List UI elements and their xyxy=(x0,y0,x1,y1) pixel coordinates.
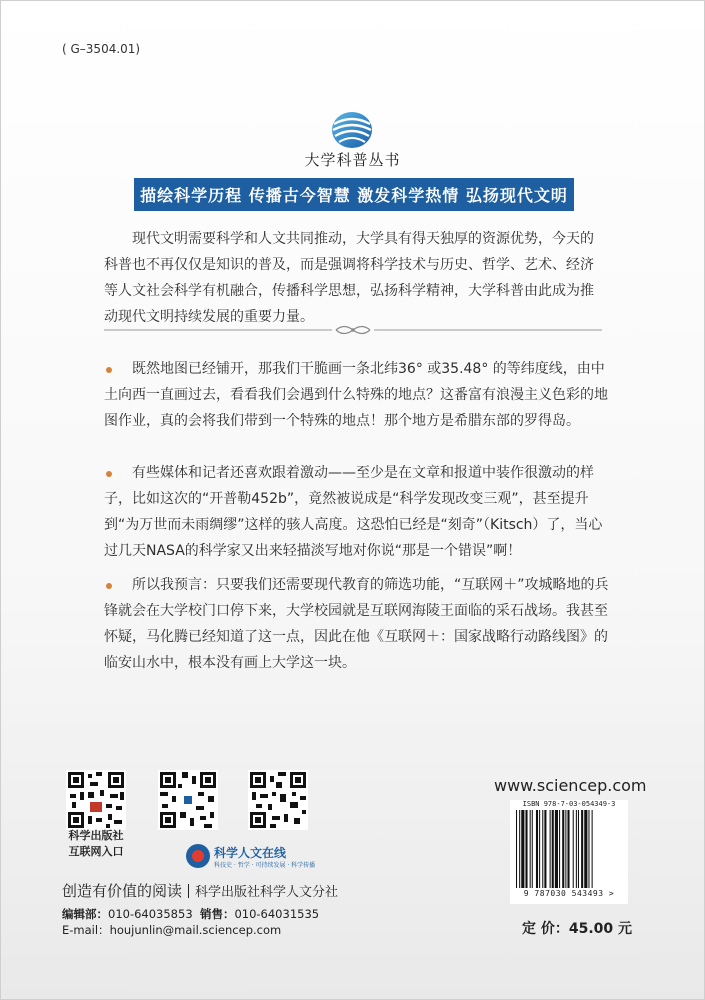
bullet-icon xyxy=(106,367,112,373)
email-label: E-mail： xyxy=(62,923,110,937)
price xyxy=(522,918,632,938)
qr-code-wechat xyxy=(158,770,218,830)
intro-paragraph: 现代文明需要科学和人文共同推动，大学具有得天独厚的资源优势，今天的科普也不再仅仅是知识的普及，而是强调将科学技术与历史、哲学、艺术、经济等人文社会科学有机融合，传播科学思想，弘扬科学精神，大学科普由此成为推动现代文明持续发展的重要力量。 xyxy=(104,231,594,325)
qr-code-publisher xyxy=(66,770,126,830)
slogan-banner: 描绘科学历程 传播古今智慧 激发科学热情 弘扬现代文明 xyxy=(134,178,574,211)
qr-code-icon xyxy=(66,770,126,830)
isbn-text: ISBN 978-7-03-054349-3 xyxy=(522,800,616,808)
price-value: 45.00 元 xyxy=(568,921,633,937)
ornamental-divider xyxy=(104,323,602,337)
footer-slogan-line xyxy=(62,880,338,901)
barcode-icon xyxy=(516,810,622,888)
book-code: ( G–3504.01) xyxy=(62,42,141,56)
editorial-label: 编辑部： xyxy=(62,907,108,921)
barcode-number: 9 787030 543493 > xyxy=(523,889,615,898)
sales-phone: 010-64031535 xyxy=(234,907,320,921)
partner-logo xyxy=(186,842,314,872)
sales-label: 销售： xyxy=(199,907,235,921)
publisher-division: 科学出版社科学人文分社 xyxy=(195,885,339,900)
partner-logo-sub: 科技史 · 哲学 · 可持续发展 · 科学传播 xyxy=(214,862,316,869)
reading-slogan: 创造有价值的阅读 xyxy=(62,882,183,900)
excerpt-1-text: 既然地图已经铺开，那我们干脆画一条北纬36° 或35.48° 的等纬度线，由中土向西一直画过去，看看我们会遇到什么特殊的地点？这番富有浪漫主义色彩的地图作业，真的会将我们带到一个特殊的地点！那个地方是希腊东部的罗得岛。 xyxy=(104,361,608,429)
editorial-phone: 010-64035853 xyxy=(108,907,193,921)
qr-code-icon xyxy=(158,770,218,830)
series-name: 大学科普丛书 xyxy=(304,151,401,169)
excerpt-3 xyxy=(104,572,616,676)
bullet-icon xyxy=(106,471,112,477)
qr-code-weibo xyxy=(248,770,308,830)
series-logo-icon xyxy=(330,110,374,150)
excerpt-2-text: 有些媒体和记者还喜欢跟着激动——至少是在文章和报道中装作很激动的样子，比如这次的“开普勒452b”，竟然被说成是“科学发现改变三观”，甚至提升到“为万世而未雨绸缪”这样的骇人高度。这恐怕已经是“刻奇”（Kitsch）了，当心过几天NASA的科学家又出来轻描淡写地对你说“那是一个错误”啊！ xyxy=(104,465,603,559)
contact-phones xyxy=(62,906,319,922)
partner-logo-name: 科学人文在线 xyxy=(214,846,287,860)
bullet-icon xyxy=(106,583,112,589)
website-url: www.sciencep.com xyxy=(494,776,647,795)
email-address: houjunlin@mail.sciencep.com xyxy=(109,923,282,937)
price-label: 定 价： xyxy=(522,921,569,937)
contact-email xyxy=(62,922,281,938)
excerpt-1 xyxy=(104,356,616,434)
isbn-barcode xyxy=(510,800,628,904)
vertical-separator xyxy=(188,884,189,898)
excerpt-3-text: 所以我预言：只要我们还需要现代教育的筛选功能，“互联网＋”攻城略地的兵锋就会在大学校门口停下来，大学校园就是互联网海陵王面临的采石战场。我甚至怀疑，马化腾已经知道了这一点，因此在他《互联网＋：国家战略行动路线图》的临安山水中，根本没有画上大学这一块。 xyxy=(104,577,609,671)
partner-logo-icon xyxy=(186,844,210,868)
qr-caption-line1: 科学出版社 xyxy=(68,829,124,842)
qr-caption xyxy=(56,828,136,860)
qr-caption-line2: 互联网入口 xyxy=(68,845,124,858)
qr-code-icon xyxy=(248,770,308,830)
excerpt-2 xyxy=(104,460,616,564)
